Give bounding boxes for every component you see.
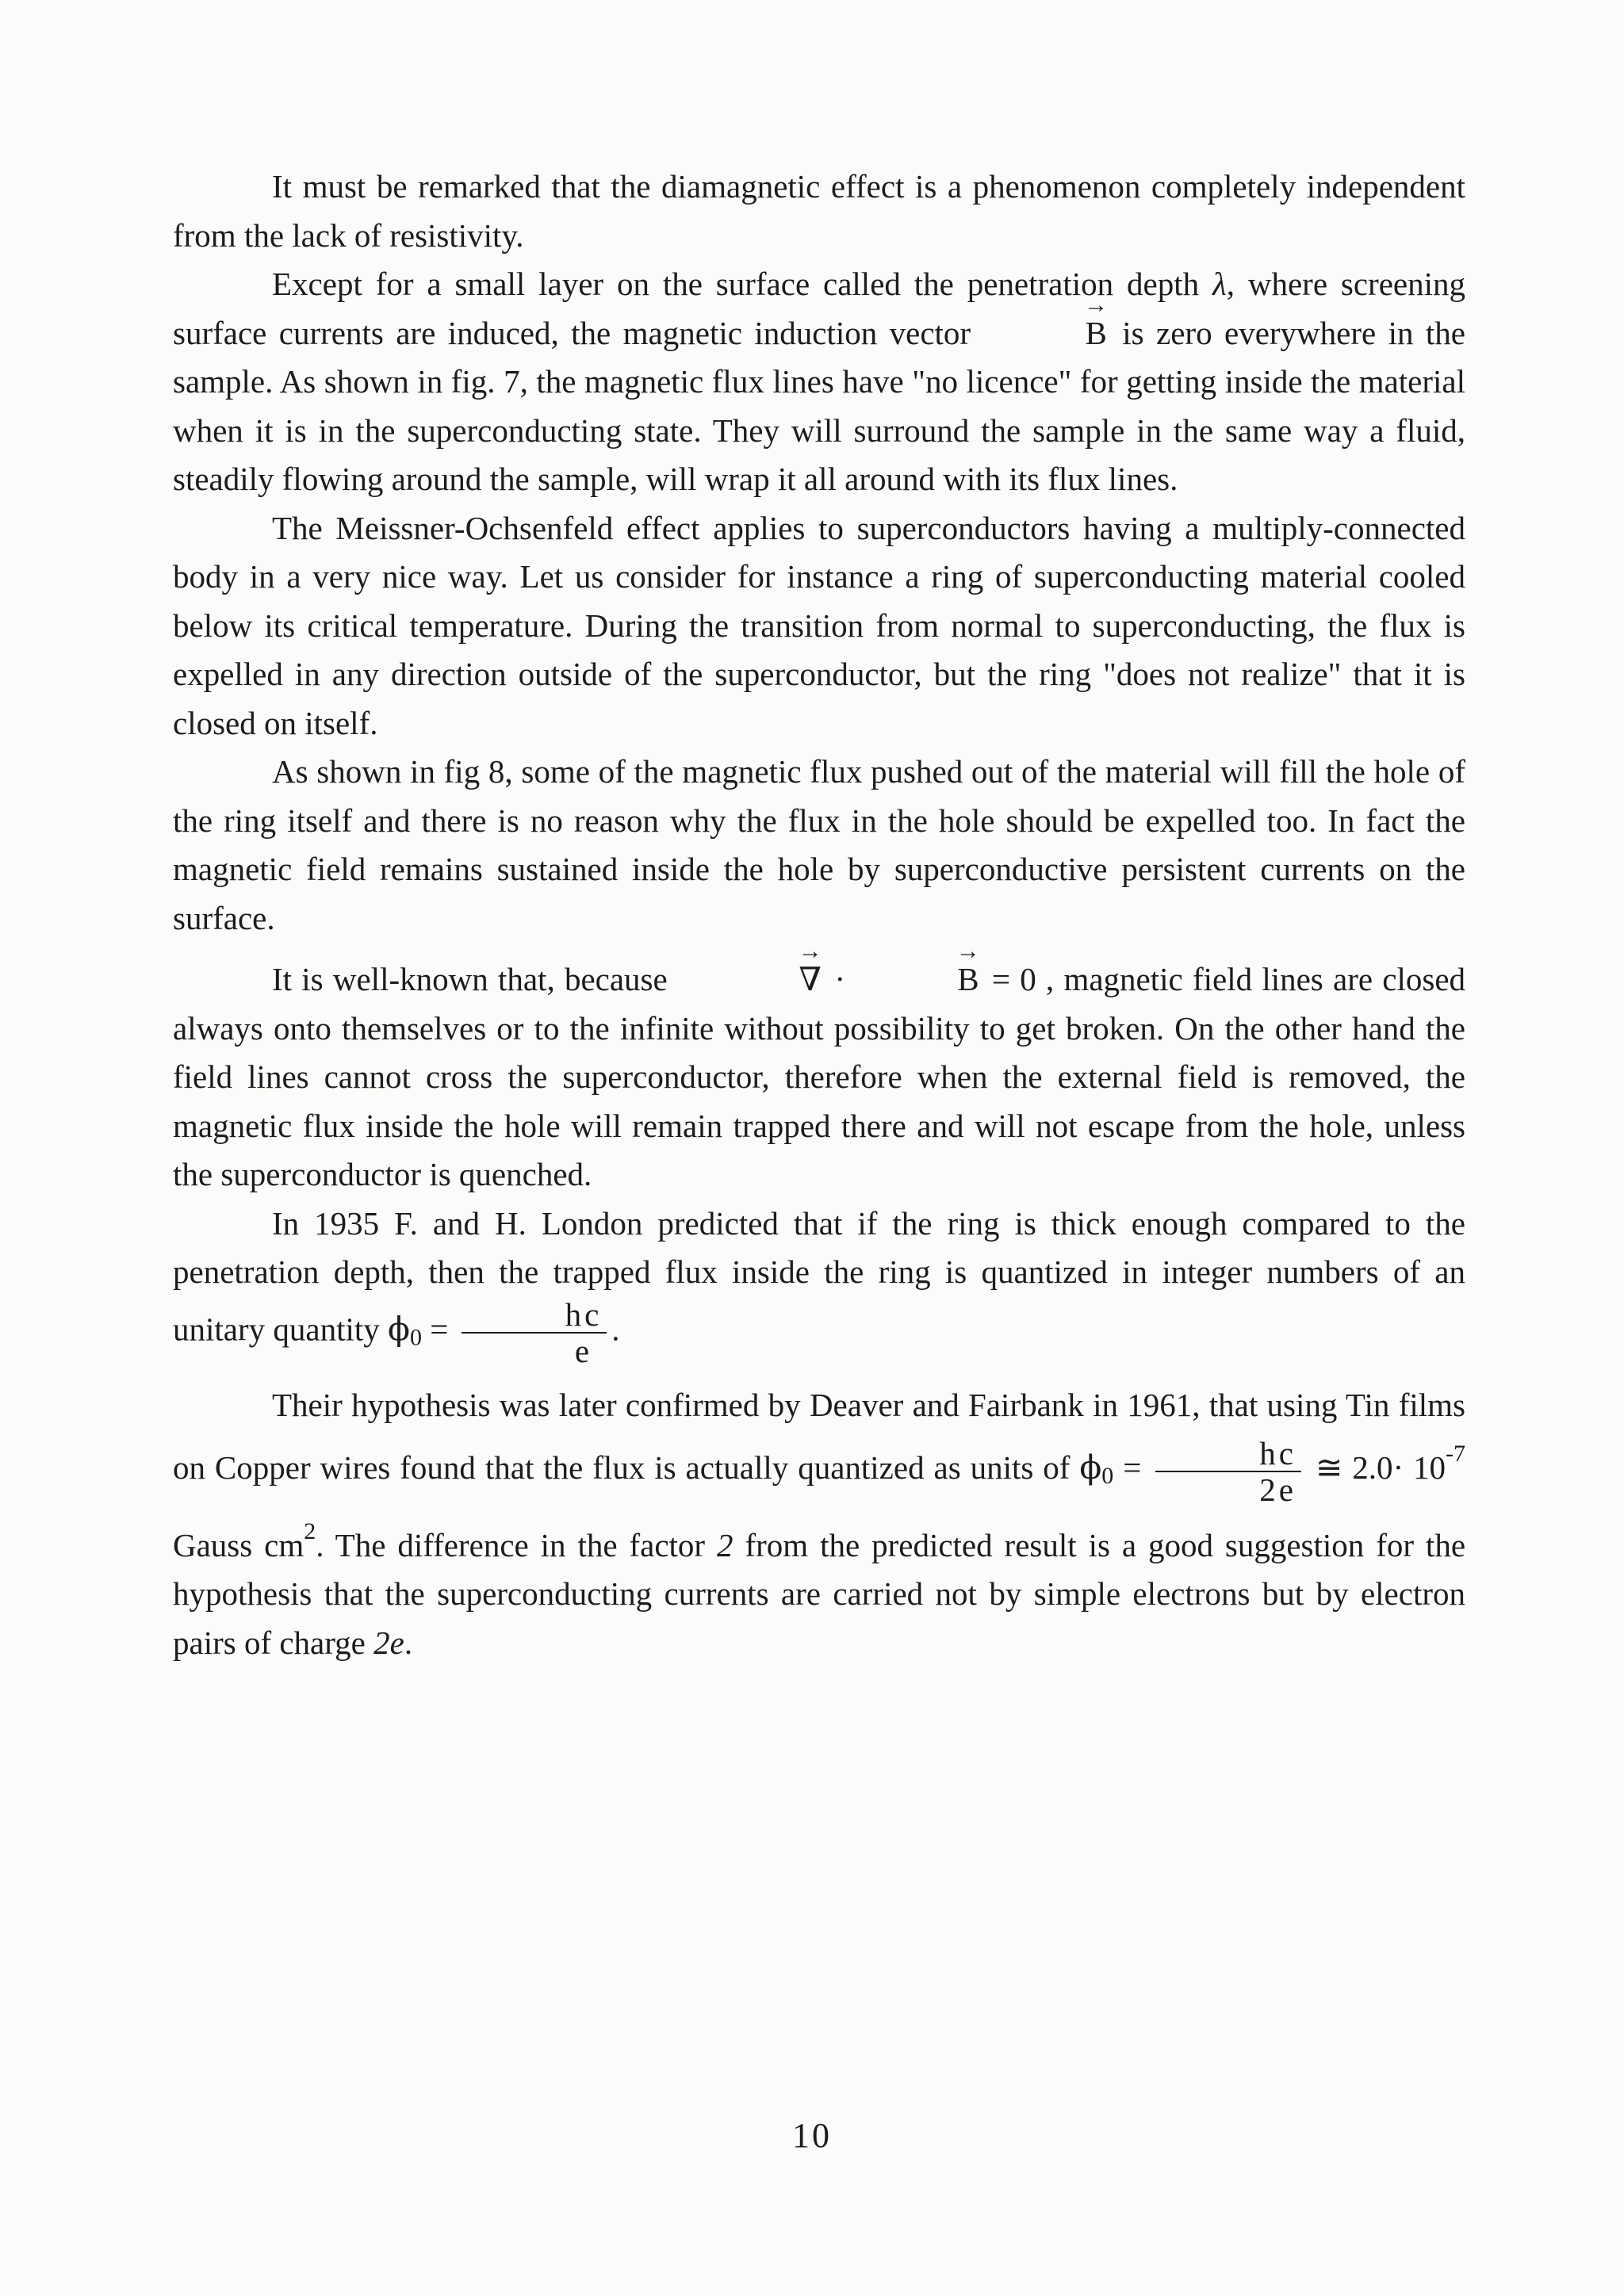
paragraph-fig8-flux: [173, 748, 1465, 943]
unit-exponent: 2: [304, 1517, 316, 1544]
paragraph-text: As shown in fig 8, some of the magnetic flux pushed out of the material will fill the hole of the ring itself and there is no reason why the flux in the hole should be expelled too. In fact the magnetic field remains sustained inside the hole by superconductive persistent currents on the surface.: [173, 753, 1465, 936]
equals-zero: = 0 ,: [991, 961, 1055, 997]
factor-two: 2: [717, 1526, 733, 1563]
fraction-numerator: hc: [1155, 1436, 1301, 1472]
vector-b-symbol: → B: [982, 309, 1109, 358]
paragraph-text: In 1935 F. and H. London predicted that if the ring is thick enough compared to the penetration depth, then the trapped flux inside the ring is quantized in integer numbers of an unitary quantity: [173, 1204, 1465, 1347]
phi-symbol: ϕ: [388, 1309, 410, 1348]
fraction-denominator: 2e: [1259, 1471, 1297, 1508]
paragraph-penetration-depth: [173, 260, 1465, 504]
paragraph-divergence-b: [173, 955, 1465, 1200]
dot-operator: ·: [834, 961, 845, 997]
exponent: -7: [1446, 1441, 1466, 1467]
paragraph-text: Except for a small layer on the surface called the penetration depth: [272, 266, 1200, 302]
paragraph-diamagnetic-effect: [173, 163, 1465, 260]
fraction-hc-over-2e: [1155, 1436, 1301, 1507]
equals-sign: =: [430, 1310, 449, 1347]
fraction-numerator: hc: [462, 1297, 607, 1334]
vector-b-symbol: → B: [855, 955, 982, 1004]
paragraph-london-prediction: [173, 1200, 1465, 1368]
approx-value: ≅ 2.0· 10: [1315, 1449, 1446, 1486]
paragraph-text: is zero everywhere in the sample. As shown in fig. 7, the magnetic flux lines have "no licence" for getting inside the material when it is in the superconducting state. They will surround the sample in the same way a fluid, steadily flowing around the sample, will wrap it all around with its flux lines.: [173, 314, 1466, 497]
equals-sign: =: [1123, 1449, 1142, 1486]
paragraph-text: It must be remarked that the diamagnetic effect is a phenomenon completely independent from the lack of resistivity.: [173, 168, 1465, 254]
paragraph-text: It is well-known that, because: [272, 961, 668, 997]
paragraph-text: , where screening surface currents are induced, the magnetic induction vector: [173, 266, 1465, 351]
page-number: 10: [792, 2116, 832, 2155]
unit-gauss-cm: Gauss cm: [173, 1526, 304, 1563]
paragraph-meissner-effect: [173, 504, 1465, 748]
nabla-vector-symbol: → ∇: [696, 955, 825, 1004]
paragraph-text: The Meissner-Ochsenfeld effect applies to superconductors having a multiply-connected body in a very nice way. Let us consider for instance a ring of superconducting material cooled below its critical temperature. During the transition from normal to superconducting, the flux is expelled in any direction outside of the superconductor, but the ring "does not realize" that it is closed on itself.: [173, 509, 1465, 741]
phi-subscript: 0: [1101, 1463, 1114, 1489]
phi-subscript: 0: [409, 1323, 422, 1350]
paragraph-deaver-fairbank: [173, 1381, 1465, 1668]
lambda-symbol: λ: [1212, 266, 1227, 302]
charge-2e: 2e: [373, 1624, 404, 1661]
fraction-hc-over-e: [462, 1297, 607, 1368]
paragraph-text: Their hypothesis was later confirmed by Deaver and Fairbank in 1961, that using Tin films on Copper wires found that the flux is actually quantized as units of: [173, 1386, 1465, 1486]
period: .: [611, 1310, 620, 1347]
paragraph-text: from the predicted result is a good suggestion for the hypothesis that the superconducting currents are carried not by simple electrons but by electron pairs of charge: [173, 1526, 1466, 1661]
document-body: [173, 163, 1465, 1667]
fraction-denominator: e: [574, 1332, 593, 1369]
period: .: [404, 1624, 413, 1661]
paragraph-text: . The difference in the factor: [316, 1526, 706, 1563]
paragraph-text: magnetic field lines are closed always onto themselves or to the infinite without possibility to get broken. On the other hand the field lines cannot cross the superconductor, therefore when the external field is removed, the magnetic flux inside the hole will remain trapped there and will not escape from the hole, unless the superconductor is quenched.: [173, 961, 1466, 1192]
phi-symbol: ϕ: [1079, 1448, 1102, 1487]
